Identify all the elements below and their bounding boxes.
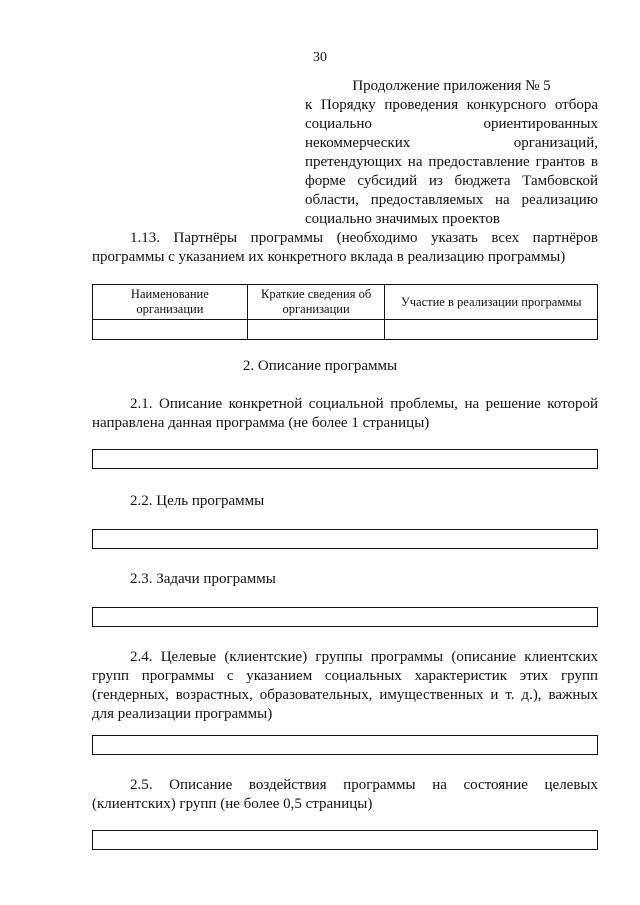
appendix-line: к Порядку проведения конкурсного отбора xyxy=(305,97,598,113)
item-2-2-text xyxy=(92,492,598,511)
header-cell-participation: Участие в реализации программы xyxy=(385,285,598,320)
table-cell[interactable] xyxy=(385,320,598,340)
item-2-4-text xyxy=(92,648,598,724)
item-2-5-text xyxy=(92,776,598,814)
text-line: программы с указанием их конкретного вклада в реализацию программы) xyxy=(92,249,566,265)
text-line: направлена данная программа (не более 1 страницы) xyxy=(92,415,430,431)
answer-box-2-3[interactable] xyxy=(92,607,598,627)
text-line: 1.13. Партнёры программы (необходимо указать всех партнёров xyxy=(130,230,598,246)
appendix-line: социально значимых проектов xyxy=(305,211,500,227)
text-line: 2.2. Цель программы xyxy=(130,493,265,509)
table-header-row xyxy=(93,285,598,320)
text-line: групп программы с указанием социальных характеристик этих групп xyxy=(92,668,598,684)
item-2-3-text xyxy=(92,570,598,589)
header-cell-organization-name: Наименование организации xyxy=(93,285,248,320)
table-cell[interactable] xyxy=(247,320,385,340)
appendix-line: претендующих на предоставление грантов в xyxy=(305,154,598,170)
appendix-reference xyxy=(305,77,598,229)
text-line: (клиентских) групп (не более 0,5 страницы) xyxy=(92,796,373,812)
appendix-title: Продолжение приложения № 5 xyxy=(352,78,551,94)
appendix-line: области, предоставляемых на реализацию xyxy=(305,192,598,208)
text-line: 2.3. Задачи программы xyxy=(130,571,276,587)
answer-box-2-1[interactable] xyxy=(92,449,598,469)
section-1-13-text xyxy=(92,229,598,267)
section-2-heading: 2. Описание программы xyxy=(242,358,398,374)
text-line: 2.4. Целевые (клиентские) группы программы (описание клиентских xyxy=(130,649,598,665)
page-number: 30 xyxy=(313,50,327,65)
partners-table xyxy=(92,284,598,340)
text-line: (гендерных, возрастных, образовательных, имущественных и т. д.), важных xyxy=(92,687,598,703)
answer-box-2-4[interactable] xyxy=(92,735,598,755)
text-line: 2.5. Описание воздействия программы на состояние целевых xyxy=(130,777,598,793)
table-row xyxy=(93,320,598,340)
text-line: для реализации программы) xyxy=(92,706,273,722)
item-2-1-text xyxy=(92,395,598,433)
appendix-line: некоммерческих организаций, xyxy=(305,135,598,151)
answer-box-2-2[interactable] xyxy=(92,529,598,549)
header-cell-organization-info: Краткие сведения об организации xyxy=(247,285,385,320)
appendix-line: форме субсидий из бюджета Тамбовской xyxy=(305,173,598,189)
appendix-line: социально ориентированных xyxy=(305,116,598,132)
answer-box-2-5[interactable] xyxy=(92,830,598,850)
text-line: 2.1. Описание конкретной социальной проблемы, на решение которой xyxy=(130,396,598,412)
table-cell[interactable] xyxy=(93,320,248,340)
